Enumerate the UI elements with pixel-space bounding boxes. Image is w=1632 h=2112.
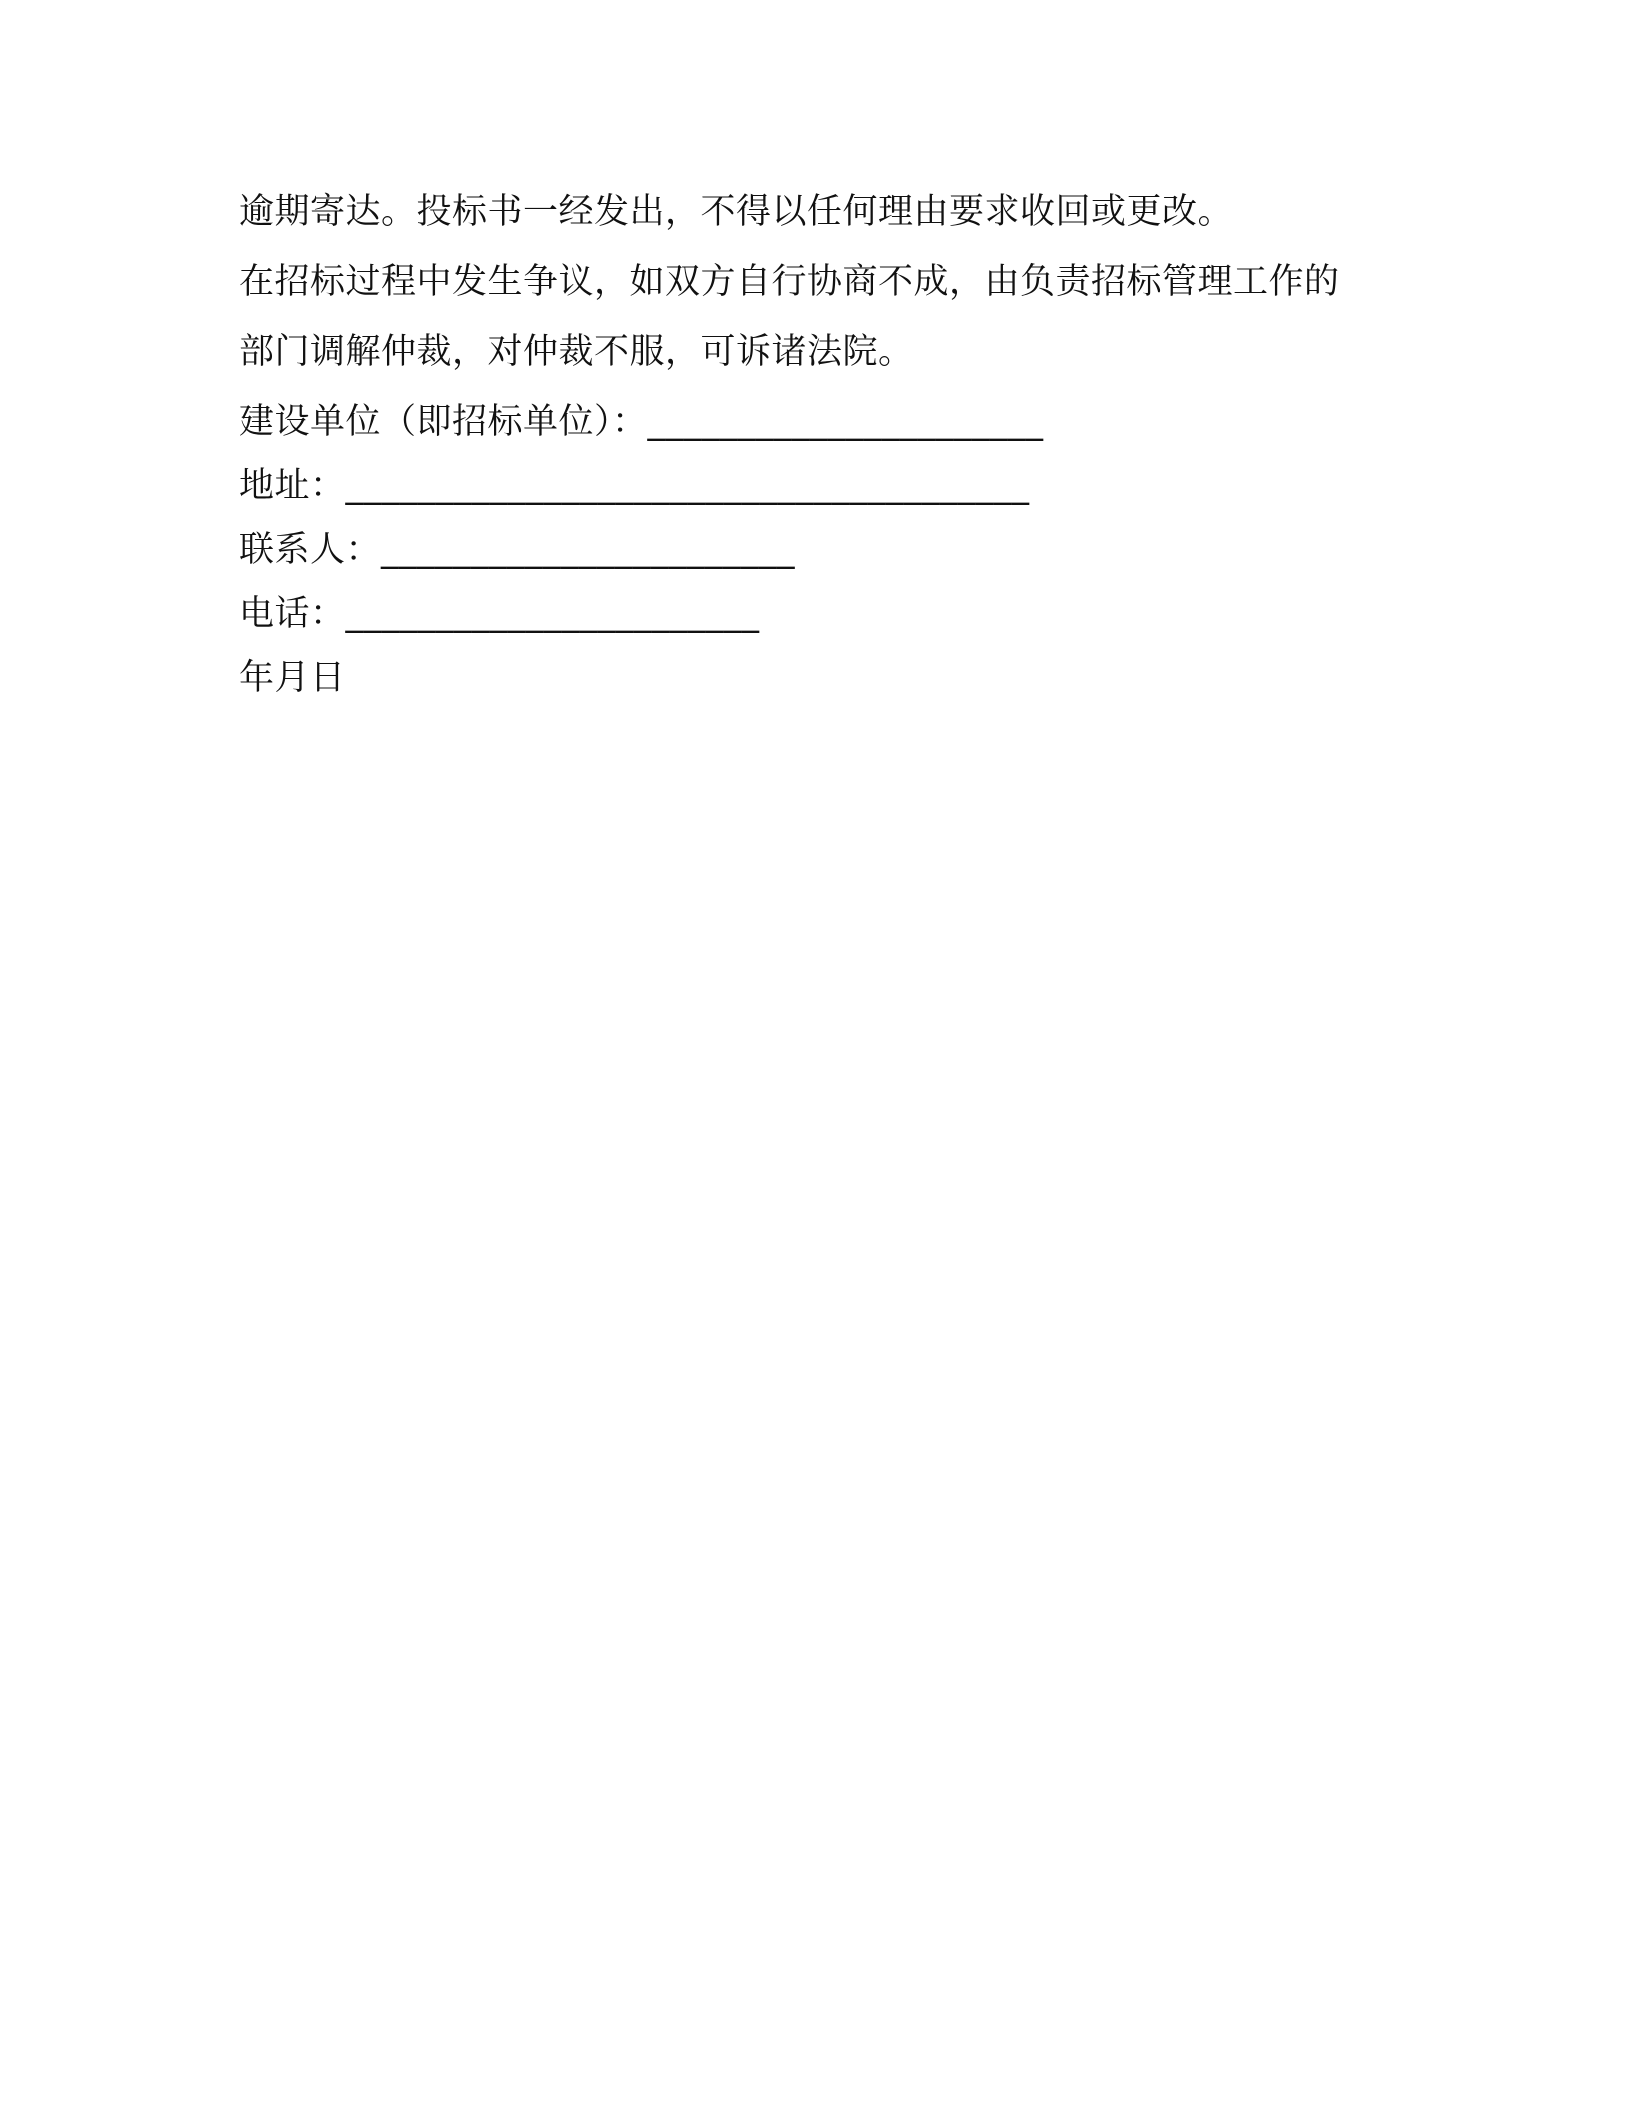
field-address xyxy=(239,464,1399,528)
field-label: 地址： xyxy=(239,466,346,506)
field-blank: _______________________ xyxy=(345,594,760,634)
paragraph-line-3: 部门调解仲裁，对仲裁不服，可诉诸法院。 xyxy=(239,332,914,372)
field-label: 电话： xyxy=(239,594,346,634)
field-blank: _______________________ xyxy=(381,530,796,570)
document-body xyxy=(239,190,1399,720)
field-contact-person xyxy=(239,528,1399,592)
paragraph-line-2: 在招标过程中发生争议，如双方自行协商不成，由负责招标管理工作的 xyxy=(239,262,1340,302)
field-construction-unit xyxy=(239,400,1399,464)
field-phone xyxy=(239,592,1399,656)
field-blank: ______________________ xyxy=(647,402,1044,442)
date-line: 年月日 xyxy=(239,658,346,698)
paragraph-line-1: 逾期寄达。投标书一经发出，不得以任何理由要求收回或更改。 xyxy=(239,192,1234,232)
field-blank: ______________________________________ xyxy=(345,466,1030,506)
field-label: 联系人： xyxy=(239,530,382,570)
field-label: 建设单位（即招标单位）： xyxy=(239,402,648,442)
